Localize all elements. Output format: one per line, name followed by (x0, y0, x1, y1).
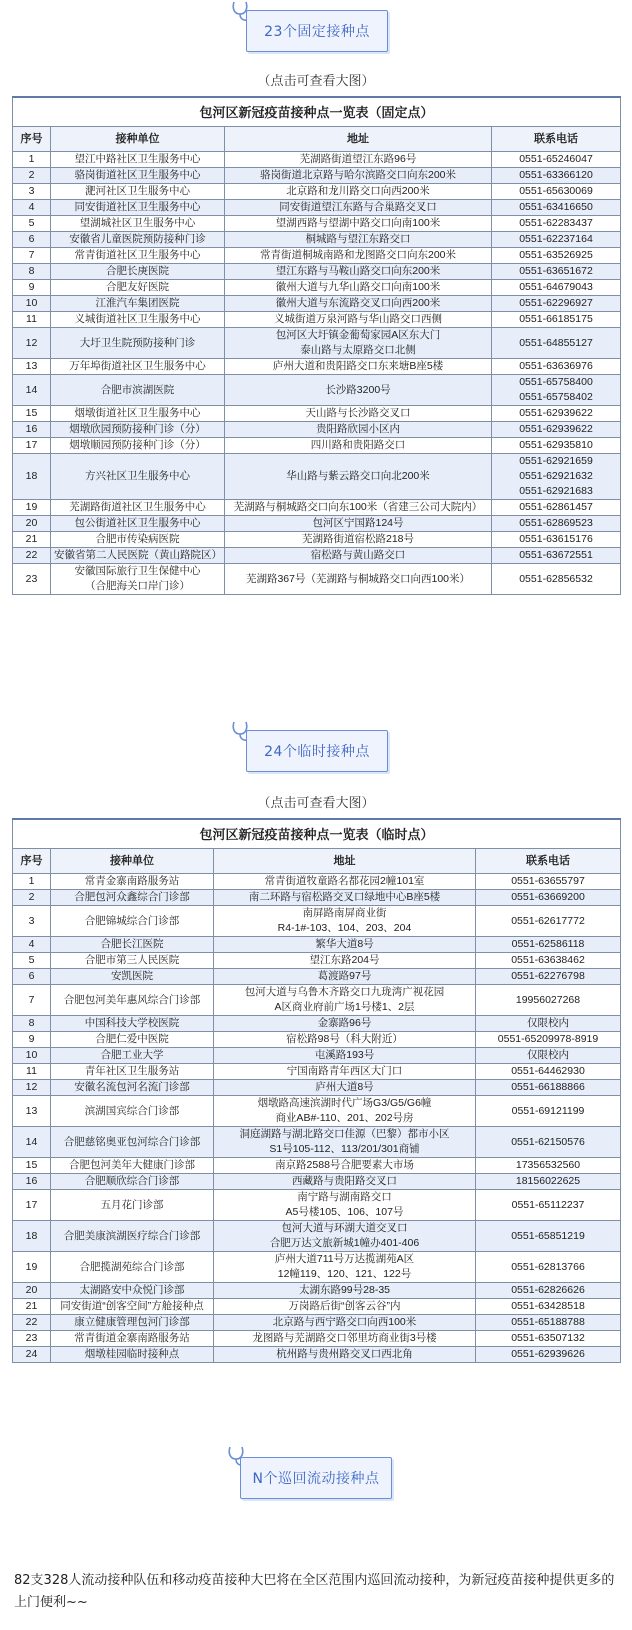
row-index: 24 (13, 1347, 51, 1363)
row-index: 11 (13, 312, 51, 328)
table-row (13, 406, 621, 422)
row-phone: 0551-62813766 (476, 1252, 621, 1283)
table-row (13, 232, 621, 248)
row-address: 义城街道万泉河路与华山路交口西侧 (225, 312, 492, 328)
row-index: 15 (13, 1158, 51, 1174)
row-index: 13 (13, 1096, 51, 1127)
table-row (13, 1016, 621, 1032)
row-phone: 0551-62921659 0551-62921632 0551-62921683 (492, 454, 621, 500)
row-phone: 0551-62935810 (492, 438, 621, 454)
table-row (13, 969, 621, 985)
fixed-table-header-row (13, 127, 621, 152)
row-index: 23 (13, 1331, 51, 1347)
table-row (13, 216, 621, 232)
row-unit: 安徽国际旅行卫生保健中心 （合肥海关口岸门诊） (51, 564, 225, 595)
row-unit: 五月花门诊部 (51, 1190, 214, 1221)
row-phone: 0551-63428518 (476, 1299, 621, 1315)
row-unit: 合肥美康滨湖医疗综合门诊部 (51, 1221, 214, 1252)
table-row (13, 548, 621, 564)
row-phone: 仅限校内 (476, 1048, 621, 1064)
temp-section-header (0, 720, 632, 780)
table-row (13, 874, 621, 890)
table-row (13, 1347, 621, 1363)
row-unit: 合肥长庚医院 (51, 264, 225, 280)
row-phone: 0551-65851219 (476, 1221, 621, 1252)
row-index: 4 (13, 200, 51, 216)
row-address: 芜湖路街道望江东路96号 (225, 152, 492, 168)
row-address: 包河大道与乌鲁木齐路交口九珑湾广视花园 A区商业府前广场1号楼1、2层 (214, 985, 476, 1016)
row-index: 14 (13, 1127, 51, 1158)
row-unit: 江淮汽车集团医院 (51, 296, 225, 312)
mobile-section-header (0, 1445, 632, 1505)
row-address: 西藏路与贵阳路交叉口 (214, 1174, 476, 1190)
table-row (13, 359, 621, 375)
row-address: 屯溪路193号 (214, 1048, 476, 1064)
row-unit: 合肥锦城综合门诊部 (51, 906, 214, 937)
row-unit: 安凯医院 (51, 969, 214, 985)
temp-table-header-row (13, 849, 621, 874)
temp-points-badge: 24个临时接种点 (246, 730, 388, 772)
table-row (13, 532, 621, 548)
table-row (13, 1283, 621, 1299)
table-row (13, 296, 621, 312)
row-phone: 0551-63636976 (492, 359, 621, 375)
row-address: 徽州大道与九华山路交口向南100米 (225, 280, 492, 296)
row-index: 7 (13, 985, 51, 1016)
row-index: 16 (13, 1174, 51, 1190)
row-unit: 骆岗街道社区卫生服务中心 (51, 168, 225, 184)
table-row (13, 937, 621, 953)
row-unit: 同安街道社区卫生服务中心 (51, 200, 225, 216)
row-address: 芜湖路街道宿松路218号 (225, 532, 492, 548)
table-row (13, 564, 621, 595)
row-unit: 芜湖路街道社区卫生服务中心 (51, 500, 225, 516)
table-row (13, 1252, 621, 1283)
table-row (13, 906, 621, 937)
row-address: 庐州大道711号万达揽湖苑A区 12幢119、120、121、122号 (214, 1252, 476, 1283)
table-row (13, 1315, 621, 1331)
row-phone: 0551-62237164 (492, 232, 621, 248)
row-index: 16 (13, 422, 51, 438)
row-unit: 合肥包河美年惠风综合门诊部 (51, 985, 214, 1016)
row-unit: 滨湖国宾综合门诊部 (51, 1096, 214, 1127)
row-index: 6 (13, 232, 51, 248)
fixed-hint: （点击可查看大图） (257, 74, 375, 89)
row-phone: 0551-62869523 (492, 516, 621, 532)
row-address: 望江东路与马鞍山路交口向东200米 (225, 264, 492, 280)
row-phone: 18156022625 (476, 1174, 621, 1190)
row-unit: 常青街道金寨南路服务站 (51, 1331, 214, 1347)
row-unit: 望江中路社区卫生服务中心 (51, 152, 225, 168)
row-index: 8 (13, 1016, 51, 1032)
row-phone: 0551-62617772 (476, 906, 621, 937)
row-address: 杭州路与贵州路交叉口西北角 (214, 1347, 476, 1363)
row-index: 2 (13, 168, 51, 184)
row-index: 21 (13, 1299, 51, 1315)
row-address: 洞庭湖路与湖北路交口佳源（巴黎）都市小区 S1号105-112、113/201/301商铺 (214, 1127, 476, 1158)
table-row (13, 516, 621, 532)
row-index: 12 (13, 1080, 51, 1096)
row-address: 庐州大道8号 (214, 1080, 476, 1096)
row-address: 太湖东路99号28-35 (214, 1283, 476, 1299)
col-header-phone: 联系电话 (476, 849, 621, 874)
row-phone: 0551-62150576 (476, 1127, 621, 1158)
table-row (13, 1190, 621, 1221)
table-row (13, 184, 621, 200)
table-row (13, 500, 621, 516)
fixed-table-title: 包河区新冠疫苗接种点一览表（固定点） (13, 97, 621, 127)
row-index: 23 (13, 564, 51, 595)
row-phone: 17356532560 (476, 1158, 621, 1174)
table-row (13, 1158, 621, 1174)
row-unit: 大圩卫生院预防接种门诊 (51, 328, 225, 359)
row-unit: 合肥包河美年大健康门诊部 (51, 1158, 214, 1174)
row-unit: 同安街道“创客空间”方舱接种点 (51, 1299, 214, 1315)
table-row (13, 1080, 621, 1096)
row-unit: 万年埠街道社区卫生服务中心 (51, 359, 225, 375)
row-address: 骆岗街道北京路与哈尔滨路交口向东200米 (225, 168, 492, 184)
row-phone: 0551-62861457 (492, 500, 621, 516)
row-index: 14 (13, 375, 51, 406)
row-index: 19 (13, 1252, 51, 1283)
row-address: 宿松路98号（科大附近） (214, 1032, 476, 1048)
mobile-description: 82支328人流动接种队伍和移动疫苗接种大巴将在全区范围内巡回流动接种，为新冠疫苗接种提供更多的上门便利~~ (14, 1573, 615, 1610)
table-row (13, 328, 621, 359)
row-index: 10 (13, 296, 51, 312)
row-unit: 合肥仁爱中医院 (51, 1032, 214, 1048)
row-address: 葛渡路97号 (214, 969, 476, 985)
row-phone: 19956027268 (476, 985, 621, 1016)
row-index: 9 (13, 1032, 51, 1048)
row-address: 包河区大圩镇金葡萄家园A区东大门 泰山路与太原路交口北侧 (225, 328, 492, 359)
table-row (13, 375, 621, 406)
row-index: 12 (13, 328, 51, 359)
row-address: 南二环路与宿松路交叉口绿地中心B座5楼 (214, 890, 476, 906)
temp-hint: （点击可查看大图） (257, 796, 375, 811)
row-unit: 康立健康管理包河门诊部 (51, 1315, 214, 1331)
row-address: 桐城路与望江东路交口 (225, 232, 492, 248)
table-row (13, 1331, 621, 1347)
row-index: 18 (13, 1221, 51, 1252)
row-address: 宿松路与黄山路交口 (225, 548, 492, 564)
row-index: 4 (13, 937, 51, 953)
table-row (13, 890, 621, 906)
row-index: 18 (13, 454, 51, 500)
row-unit: 太湖路安中众悦门诊部 (51, 1283, 214, 1299)
table-row (13, 985, 621, 1016)
row-unit: 望湖城社区卫生服务中心 (51, 216, 225, 232)
table-row (13, 152, 621, 168)
row-unit: 常青街道社区卫生服务中心 (51, 248, 225, 264)
table-row (13, 422, 621, 438)
row-address: 包河大道与环湖大道交叉口 合肥万达文旅新城1幢办401-406 (214, 1221, 476, 1252)
fixed-table-body (13, 152, 621, 595)
row-unit: 安徽省儿童医院预防接种门诊 (51, 232, 225, 248)
temp-points-table[interactable] (12, 818, 621, 1363)
temp-table-body (13, 874, 621, 1363)
row-address: 天山路与长沙路交叉口 (225, 406, 492, 422)
row-unit: 青年社区卫生服务站 (51, 1064, 214, 1080)
row-phone: 0551-65758400 0551-65758402 (492, 375, 621, 406)
row-unit: 烟墩桂园临时接种点 (51, 1347, 214, 1363)
row-index: 20 (13, 1283, 51, 1299)
col-header-address: 地址 (214, 849, 476, 874)
row-phone: 0551-66188866 (476, 1080, 621, 1096)
col-header-unit: 接种单位 (51, 849, 214, 874)
row-unit: 合肥市传染病医院 (51, 532, 225, 548)
table-row (13, 1127, 621, 1158)
row-phone: 0551-62586118 (476, 937, 621, 953)
row-index: 21 (13, 532, 51, 548)
col-header-phone: 联系电话 (492, 127, 621, 152)
table-row (13, 1174, 621, 1190)
table-row (13, 1064, 621, 1080)
row-index: 8 (13, 264, 51, 280)
temp-table-title: 包河区新冠疫苗接种点一览表（临时点） (13, 819, 621, 849)
row-phone: 0551-63651672 (492, 264, 621, 280)
row-address: 万岗路后街“创客云谷”内 (214, 1299, 476, 1315)
row-index: 5 (13, 216, 51, 232)
row-index: 22 (13, 1315, 51, 1331)
table-row (13, 1032, 621, 1048)
row-phone: 0551-62296927 (492, 296, 621, 312)
row-address: 庐州大道和贵阳路交口东来塘B座5楼 (225, 359, 492, 375)
row-unit: 安徽名流包河名流门诊部 (51, 1080, 214, 1096)
row-phone: 仅限校内 (476, 1016, 621, 1032)
row-phone: 0551-64462930 (476, 1064, 621, 1080)
row-phone: 0551-69121199 (476, 1096, 621, 1127)
row-phone: 0551-63526925 (492, 248, 621, 264)
row-address: 南京路2588号合肥要素大市场 (214, 1158, 476, 1174)
row-index: 17 (13, 438, 51, 454)
fixed-points-badge: 23个固定接种点 (246, 10, 388, 52)
row-unit: 合肥工业大学 (51, 1048, 214, 1064)
table-row (13, 1096, 621, 1127)
row-address: 北京路和龙川路交口向西200米 (225, 184, 492, 200)
table-row (13, 953, 621, 969)
table-row (13, 200, 621, 216)
table-row (13, 1299, 621, 1315)
row-index: 9 (13, 280, 51, 296)
row-address: 北京路与西宁路交口向西100米 (214, 1315, 476, 1331)
row-index: 1 (13, 152, 51, 168)
row-address: 徽州大道与东流路交叉口向西200米 (225, 296, 492, 312)
row-unit: 合肥友好医院 (51, 280, 225, 296)
row-phone: 0551-62826626 (476, 1283, 621, 1299)
row-address: 芜湖路367号（芜湖路与桐城路交口向西100米） (225, 564, 492, 595)
row-address: 芜湖路与桐城路交口向东100米（省建三公司大院内） (225, 500, 492, 516)
row-address: 望湖西路与望湖中路交口向南100米 (225, 216, 492, 232)
row-index: 7 (13, 248, 51, 264)
fixed-points-table[interactable] (12, 96, 621, 595)
row-unit: 合肥顺欣综合门诊部 (51, 1174, 214, 1190)
row-phone: 0551-63366120 (492, 168, 621, 184)
row-phone: 0551-65112237 (476, 1190, 621, 1221)
row-phone: 0551-63615176 (492, 532, 621, 548)
row-index: 13 (13, 359, 51, 375)
table-row (13, 454, 621, 500)
row-address: 南宁路与湖南路交口 A5号楼105、106、107号 (214, 1190, 476, 1221)
row-phone: 0551-65630069 (492, 184, 621, 200)
row-index: 3 (13, 184, 51, 200)
row-phone: 0551-62939626 (476, 1347, 621, 1363)
row-index: 22 (13, 548, 51, 564)
row-phone: 0551-63669200 (476, 890, 621, 906)
table-row (13, 264, 621, 280)
row-phone: 0551-62939622 (492, 422, 621, 438)
table-row (13, 1221, 621, 1252)
row-unit: 义城街道社区卫生服务中心 (51, 312, 225, 328)
row-index: 17 (13, 1190, 51, 1221)
row-index: 19 (13, 500, 51, 516)
row-index: 1 (13, 874, 51, 890)
row-index: 2 (13, 890, 51, 906)
row-phone: 0551-63416650 (492, 200, 621, 216)
row-address: 四川路和贵阳路交口 (225, 438, 492, 454)
row-phone: 0551-63672551 (492, 548, 621, 564)
row-address: 金寨路96号 (214, 1016, 476, 1032)
table-row (13, 280, 621, 296)
row-address: 烟墩路高速滨湖时代广场G3/G5/G6幢 商业AB#-110、201、202号房 (214, 1096, 476, 1127)
row-address: 贵阳路欣园小区内 (225, 422, 492, 438)
row-address: 繁华大道8号 (214, 937, 476, 953)
row-address: 长沙路3200号 (225, 375, 492, 406)
row-address: 龙图路与芜湖路交口邻里坊商业街3号楼 (214, 1331, 476, 1347)
row-address: 望江东路204号 (214, 953, 476, 969)
row-phone: 0551-62856532 (492, 564, 621, 595)
row-index: 10 (13, 1048, 51, 1064)
row-phone: 0551-66185175 (492, 312, 621, 328)
row-unit: 合肥揽湖苑综合门诊部 (51, 1252, 214, 1283)
row-unit: 烟墩顺园预防接种门诊（分） (51, 438, 225, 454)
table-row (13, 312, 621, 328)
row-address: 包河区宁国路124号 (225, 516, 492, 532)
row-unit: 合肥慈铭奥亚包河综合门诊部 (51, 1127, 214, 1158)
row-phone: 0551-63638462 (476, 953, 621, 969)
row-index: 15 (13, 406, 51, 422)
row-index: 5 (13, 953, 51, 969)
row-address: 华山路与紫云路交口向北200米 (225, 454, 492, 500)
row-phone: 0551-63507132 (476, 1331, 621, 1347)
row-unit: 烟墩欣园预防接种门诊（分） (51, 422, 225, 438)
table-row (13, 248, 621, 264)
row-unit: 中国科技大学校医院 (51, 1016, 214, 1032)
mobile-points-badge: N个巡回流动接种点 (240, 1457, 392, 1499)
row-phone: 0551-63655797 (476, 874, 621, 890)
row-address: 宁国南路青年西区大门口 (214, 1064, 476, 1080)
row-index: 6 (13, 969, 51, 985)
fixed-section-header (0, 0, 632, 60)
table-row (13, 438, 621, 454)
row-index: 11 (13, 1064, 51, 1080)
row-phone: 0551-64679043 (492, 280, 621, 296)
row-unit: 常青金寨南路服务站 (51, 874, 214, 890)
row-phone: 0551-64855127 (492, 328, 621, 359)
row-unit: 烟墩街道社区卫生服务中心 (51, 406, 225, 422)
row-address: 常青街道牧童路名都花园2幢101室 (214, 874, 476, 890)
row-unit: 方兴社区卫生服务中心 (51, 454, 225, 500)
row-phone: 0551-62283437 (492, 216, 621, 232)
row-index: 3 (13, 906, 51, 937)
row-phone: 0551-65209978-8919 (476, 1032, 621, 1048)
row-phone: 0551-65246047 (492, 152, 621, 168)
row-unit: 淝河社区卫生服务中心 (51, 184, 225, 200)
row-unit: 合肥包河众鑫综合门诊部 (51, 890, 214, 906)
col-header-index: 序号 (13, 127, 51, 152)
col-header-index: 序号 (13, 849, 51, 874)
row-index: 20 (13, 516, 51, 532)
col-header-address: 地址 (225, 127, 492, 152)
row-address: 同安街道望江东路与合巢路交叉口 (225, 200, 492, 216)
row-unit: 安徽省第二人民医院（黄山路院区） (51, 548, 225, 564)
row-unit: 合肥市滨湖医院 (51, 375, 225, 406)
row-address: 南屏路南屏商业街 R4-1#-103、104、203、204 (214, 906, 476, 937)
col-header-unit: 接种单位 (51, 127, 225, 152)
row-phone: 0551-62276798 (476, 969, 621, 985)
row-address: 常青街道桐城南路和龙图路交口向东200米 (225, 248, 492, 264)
row-phone: 0551-65188788 (476, 1315, 621, 1331)
table-row (13, 168, 621, 184)
row-unit: 合肥市第三人民医院 (51, 953, 214, 969)
row-unit: 包公街道社区卫生服务中心 (51, 516, 225, 532)
row-phone: 0551-62939622 (492, 406, 621, 422)
row-unit: 合肥长江医院 (51, 937, 214, 953)
table-row (13, 1048, 621, 1064)
